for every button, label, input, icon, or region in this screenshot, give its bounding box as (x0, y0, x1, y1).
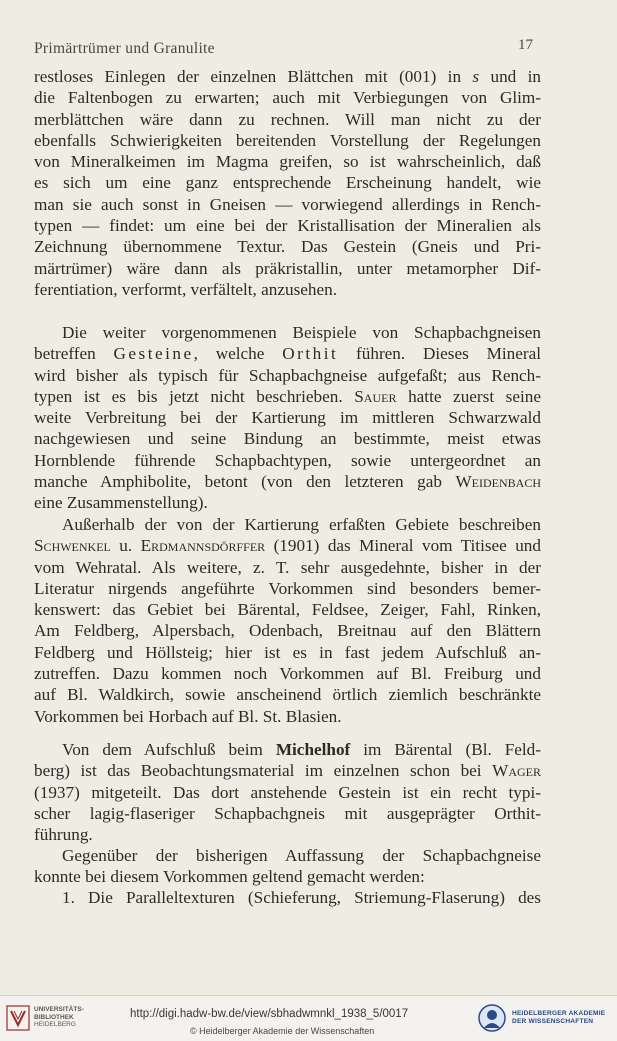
text-line: die Faltenbogen zu erwarten; auch mit Verbiegungen von Glim- (34, 88, 541, 108)
text-line: zutreffen. Dazu kommen noch Vorkommen auf Bl. Freiburg und (34, 664, 541, 684)
text-line: Schwenkel u. Erdmannsdörffer (1901) das Mineral vom Titisee und (34, 536, 541, 556)
copyright-notice: © Heidelberger Akademie der Wissenschaften (190, 1026, 375, 1036)
text-line: restloses Einlegen der einzelnen Blättchen mit (001) in s und in (34, 67, 541, 86)
text-line: typen ist es bis jetzt nicht beschrieben. Sauer hatte zuerst seine (34, 386, 542, 406)
ub-heidelberg-logo-icon (6, 1005, 30, 1031)
text-line: Vorkommen bei Horbach auf Bl. St. Blasien. (34, 706, 342, 726)
text-line: berg) ist das Beobachtungsmaterial im einzelnen schon bei Wager (34, 761, 541, 781)
author-wager: Wager (492, 761, 541, 781)
academy-label: HEIDELBERGER AKADEMIE DER WISSENSCHAFTEN (512, 1010, 606, 1025)
text-line: scher lagig-flaseriger Schapbachgneis mit ausgeprägter Orthit- (34, 803, 541, 823)
text-line: konnte bei diesem Vorkommen geltend gemacht werden: (34, 867, 425, 887)
paragraph-5 (34, 845, 541, 888)
paragraph-4 (34, 739, 541, 845)
paragraph-3 (34, 514, 541, 727)
text-line: man sie auch sonst in Gneisen — vorwiegend allerdings in Rench- (34, 194, 541, 214)
place-michelhof: Michelhof (275, 740, 351, 759)
footer-bar (0, 995, 617, 1041)
text-line: kenswert: das Gebiet bei Bärental, Feldsee, Zeiger, Fahl, Rinken, (34, 600, 541, 620)
text-line: wird bisher als typisch für Schapbachgneise aufgefaßt; aus Rench- (34, 365, 541, 385)
author-schwenkel: Schwenkel (34, 536, 111, 556)
text-line: Außerhalb der von der Kartierung erfaßten Gebiete beschreiben (62, 515, 541, 534)
permalink-url[interactable]: http://digi.hadw-bw.de/view/sbhadwmnkl_1938_5/0017 (130, 1008, 409, 1020)
text-line: führung. (34, 825, 93, 845)
text-line: weite Verbreitung bei der Kartierung im mittleren Schwarzwald (34, 408, 541, 428)
text-line: betreffen Gesteine, welche Orthit führen. Dieses Mineral (34, 344, 541, 364)
text-line: typen — findet: um eine bei der Kristallisation der Mineralien als (34, 216, 541, 236)
paragraph-1 (34, 66, 541, 300)
author-weidenbach: Weidenbach (455, 472, 541, 492)
text-line: Feldberg und Höllsteig; hier ist es in fast jedem Aufschluß an- (34, 642, 541, 662)
paragraph-2 (34, 322, 541, 514)
text-line: Die weiter vorgenommenen Beispiele von Schapbachgneisen (62, 323, 541, 342)
text-line: eine Zusammenstellung). (34, 493, 208, 513)
text-line: märtrümer) wäre dann als präkristallin, unter metamorpher Dif- (34, 258, 541, 278)
text-line: ebenfalls Schwierigkeiten bereitenden Vorstellung der Regelungen (34, 130, 541, 150)
ub-heidelberg-label: UNIVERSITÄTS- BIBLIOTHEK HEIDELBERG (34, 1006, 84, 1028)
text-line: auf Bl. Waldkirch, sowie anscheinend örtlich ziemlich beschränkte (34, 685, 541, 705)
text-line: von Mineralkeimen im Magma greifen, so ist wahrscheinlich, daß (34, 152, 541, 172)
text-line: ferentiation, verformt, verfältelt, anzusehen. (34, 279, 338, 299)
text-line: manche Amphibolite, betont (von den letzteren gab Weidenbach (34, 472, 541, 492)
text-line: (1937) mitgeteilt. Das dort anstehende Gestein ist ein recht typi- (34, 782, 541, 802)
text-line: Gegenüber der bisherigen Auffassung der Schapbachgneise (62, 846, 541, 865)
text-line: Von dem Aufschluß beim Michelhof im Bärental (Bl. Feld- (62, 740, 541, 759)
text-line: Am Feldberg, Alpersbach, Odenbach, Breitnau auf den Blättern (34, 621, 541, 641)
running-title: Primärtrümer und Granulite (34, 40, 215, 57)
text-line: merblättchen wäre dann zu rechnen. Will man nicht zu der (34, 109, 541, 129)
text-line: 1. Die Paralleltexturen (Schieferung, Striemung-Flaserung) des (62, 888, 541, 907)
text-line: Zeichnung übernommene Textur. Das Gestein (Gneis und Pri- (34, 237, 541, 257)
emphasis-gesteine: Gesteine (113, 344, 194, 364)
author-erdmannsdoerffer: Erdmannsdörffer (140, 536, 266, 556)
text-line: es sich um eine ganz entsprechende Erscheinung handelt, wie (34, 173, 541, 193)
text-line: Literatur nirgends angeführte Vorkommen sind besonders bemer- (34, 578, 541, 598)
paragraph-6 (34, 887, 541, 908)
text-line: nachgewiesen und seine Bindung an bestimmte, meist etwas (34, 429, 541, 449)
text-line: vom Wehratal. Als weitere, z. T. sehr ausgedehnte, bisher in der (34, 557, 541, 577)
page-number: 17 (518, 37, 533, 53)
academy-portrait-seal-icon (478, 1004, 506, 1032)
author-sauer: Sauer (354, 386, 397, 406)
text-line: Hornblende führende Schapbachtypen, sowie untergeordnet an (34, 450, 541, 470)
emphasis-orthit: Orthit (282, 344, 339, 364)
